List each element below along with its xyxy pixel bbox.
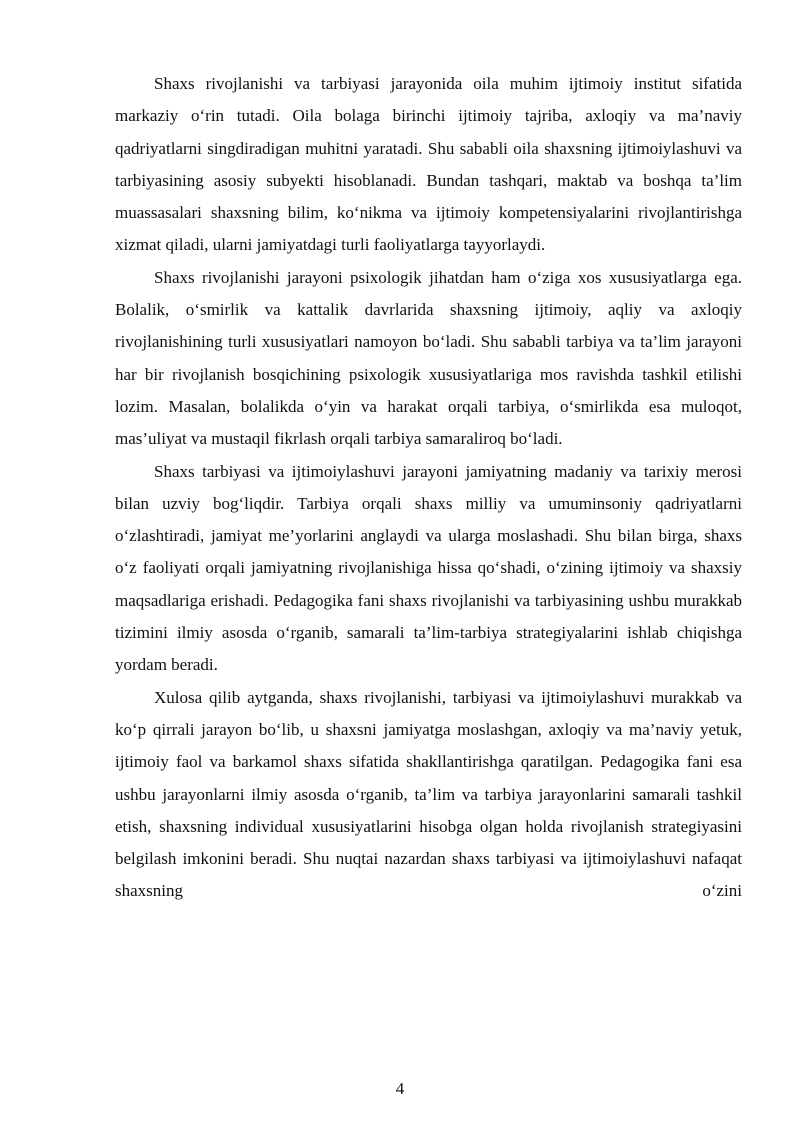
paragraph-3: Shaxs tarbiyasi va ijtimoiylashuvi jarayoni jamiyatning madaniy va tarixiy merosi bilan uzviy bog‘liqdir. Tarbiya orqali shaxs milliy va umuminsoniy qadriyatlarni o‘zlashtiradi, jamiyat me’yorlarini anglaydi va ularga moslashadi. Shu bilan birga, shaxs o‘z faoliyati orqali jamiyatning rivojlanishiga hissa qo‘shadi, o‘zining ijtimoiy va shaxsiy maqsadlariga erishadi. Pedagogika fani shaxs rivojlanishi va tarbiyasining ushbu murakkab tizimini ilmiy asosda o‘rganib, samarali ta’lim-tarbiya strategiyalarini ishlab chiqishga yordam beradi. [115, 461, 742, 675]
page-body [115, 68, 742, 908]
paragraph-2: Shaxs rivojlanishi jarayoni psixologik jihatdan ham o‘ziga xos xususiyatlarga ega. Bolalik, o‘smirlik va kattalik davrlarida shaxsning ijtimoiy, aqliy va axloqiy rivojlanishining turli xususiyatlari namoyon bo‘ladi. Shu sababli tarbiya va ta’lim jarayoni har bir rivojlanish bosqichining psixologik xususiyatlariga mos ravishda tashkil etilishi lozim. Masalan, bolalikda o‘yin va harakat orqali tarbiya, o‘smirlikda esa muloqot, mas’uliyat va mustaqil fikrlash orqali tarbiya samaraliroq bo‘ladi. [115, 267, 742, 449]
page-number: 4 [395, 1079, 405, 1098]
paragraph-1: Shaxs rivojlanishi va tarbiyasi jarayonida oila muhim ijtimoiy institut sifatida markaziy o‘rin tutadi. Oila bolaga birinchi ijtimoiy tajriba, axloqiy va ma’naviy qadriyatlarni singdiradigan muhitni yaratadi. Shu sababli oila shaxsning ijtimoiylashuvi va tarbiyasining asosiy subyekti hisoblanadi. Bundan tashqari, maktab va boshqa ta’lim muassasalari shaxsning bilim, ko‘nikma va ijtimoiy kompetensiyalarini rivojlantirishga xizmat qiladi, ularni jamiyatdagi turli faoliyatlarga tayyorlaydi. [115, 74, 742, 255]
paragraph-4: Xulosa qilib aytganda, shaxs rivojlanishi, tarbiyasi va ijtimoiylashuvi murakkab va ko‘p qirrali jarayon bo‘lib, u shaxsni jamiyatga moslashgan, axloqiy va ma’naviy yetuk, ijtimoiy faol va barkamol shaxs sifatida shakllantirishga qaratilgan. Pedagogika fani esa ushbu jarayonlarni ilmiy asosda o‘rganib, ta’lim va tarbiya jarayonlarini samarali tashkil etish, shaxsning individual xususiyatlarini hisobga olgan holda rivojlanish strategiyasini belgilash imkonini beradi. Shu nuqtai nazardan shaxs tarbiyasi va ijtimoiylashuvi nafaqat shaxsning o‘zini [115, 687, 742, 901]
